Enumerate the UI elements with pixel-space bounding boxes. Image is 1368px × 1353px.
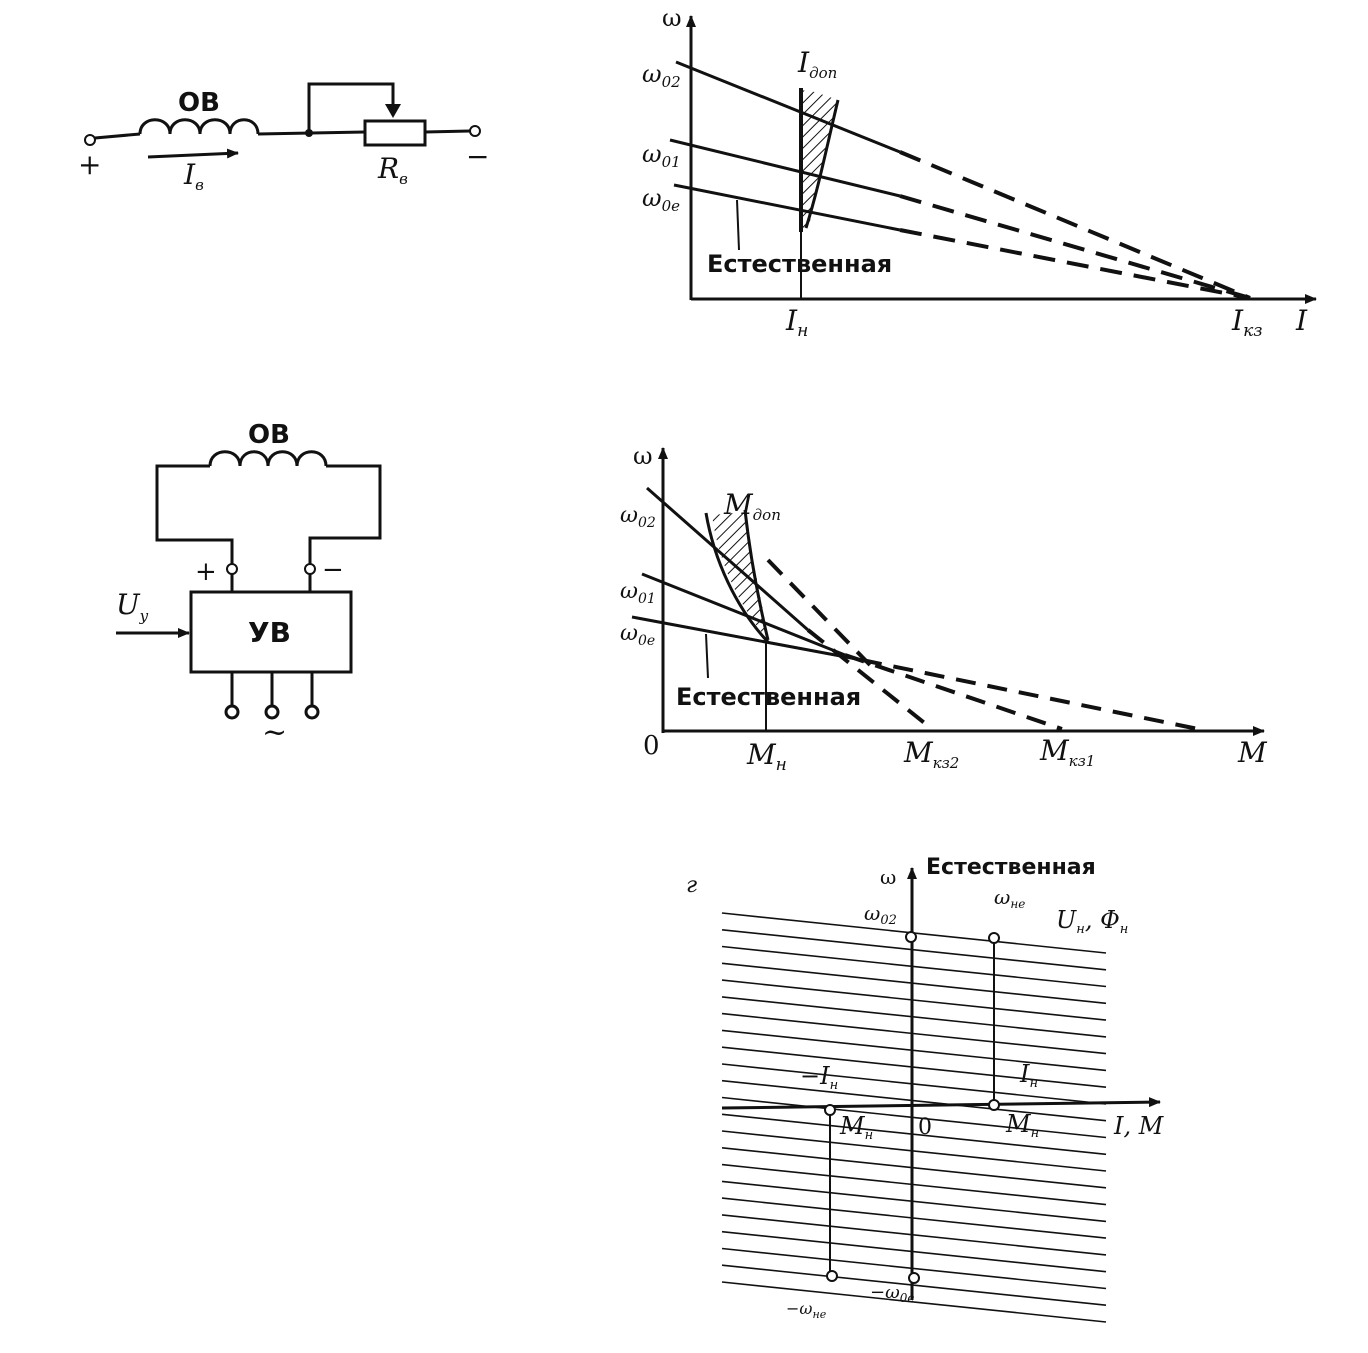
i-dop-label: $I_{доп}$ xyxy=(798,46,838,82)
control-voltage-label: $U_у$ xyxy=(116,588,149,625)
omega-01-label: $\omega_{01}$ xyxy=(620,579,656,607)
point-neg-omega-ne xyxy=(827,1271,837,1281)
omega-02-label: $\omega_{02}$ xyxy=(620,503,656,531)
characteristic-02-dashed xyxy=(900,152,1250,298)
omega-02-label: $\omega_{02}$ xyxy=(864,901,897,928)
coil-label-ov: ОВ xyxy=(178,88,220,118)
omega-01-label: $\omega_{01}$ xyxy=(642,140,681,171)
natural-leader xyxy=(737,200,739,250)
i-kz-label: $I_{кз}$ xyxy=(1232,304,1263,341)
characteristic-line xyxy=(722,1198,1106,1238)
ac-terminal-1 xyxy=(226,706,238,718)
characteristic-02-solid xyxy=(676,62,900,152)
characteristic-line xyxy=(722,963,1106,1003)
point-omega-ne xyxy=(989,933,999,943)
natural-leader xyxy=(706,634,708,678)
terminal-minus xyxy=(305,564,315,574)
omega-ne-label: $\omega_{не}$ xyxy=(994,885,1026,911)
m-dop-label: $M_{доп}$ xyxy=(724,488,781,524)
neg-omega-ne-label: $-\omega_{не}$ xyxy=(786,1299,827,1321)
natural-characteristic-dashed xyxy=(900,230,1250,298)
natural-label: Естественная xyxy=(926,855,1096,880)
natural-label: Естественная xyxy=(676,683,862,711)
i-n-pos-label: $I_н$ xyxy=(1020,1060,1039,1091)
u-phi-label: $U_н$, $\Phi_н$ xyxy=(1056,906,1129,937)
characteristic-line xyxy=(722,1047,1106,1087)
characteristic-01-solid xyxy=(670,140,900,196)
characteristic-line xyxy=(722,980,1106,1020)
omega-0e-label: $\omega_{0е}$ xyxy=(642,184,680,215)
panel-letter: г xyxy=(686,873,698,898)
characteristic-line xyxy=(722,1081,1106,1121)
point-m-n-neg xyxy=(825,1105,835,1115)
point-omega-02 xyxy=(906,932,916,942)
y-axis-label: ω xyxy=(662,4,682,32)
block-label: УВ xyxy=(248,616,291,649)
omega-02-label: $\omega_{02}$ xyxy=(642,60,681,91)
coil-label-ov: ОВ xyxy=(248,420,290,450)
graph-c xyxy=(686,855,1165,1322)
x-axis-label: I xyxy=(1296,304,1308,337)
graph-b xyxy=(620,442,1268,775)
characteristic-line xyxy=(722,997,1106,1037)
i-n-neg-label: $-I_н$ xyxy=(800,1062,839,1093)
allowable-current-region xyxy=(801,90,838,230)
m-n-pos-label: $M_н$ xyxy=(1006,1110,1040,1141)
characteristic-line xyxy=(722,1131,1106,1171)
characteristic-line xyxy=(722,1148,1106,1188)
natural-characteristic-solid xyxy=(674,185,900,230)
origin-label: 0 xyxy=(643,731,660,761)
x-axis-label: I, M xyxy=(1114,1112,1164,1140)
circuit-b xyxy=(116,420,380,750)
allowable-torque-region xyxy=(712,512,768,640)
characteristic-line xyxy=(722,1064,1106,1104)
i-n-label: $I_н$ xyxy=(786,304,809,341)
ac-symbol: ~ xyxy=(262,715,288,750)
omega-0e-label: $\omega_{0е}$ xyxy=(620,621,656,649)
characteristic-01-dashed xyxy=(845,655,1062,729)
rheostat-slider-arrow xyxy=(385,104,401,118)
terminal-plus xyxy=(227,564,237,574)
terminal-right xyxy=(470,126,480,136)
characteristic-01-dashed xyxy=(900,196,1250,298)
ac-terminal-3 xyxy=(306,706,318,718)
characteristic-line xyxy=(722,1030,1106,1070)
natural-characteristic-solid xyxy=(632,617,862,660)
characteristic-line xyxy=(722,1014,1106,1054)
natural-label: Естественная xyxy=(707,250,893,278)
plus-sign: + xyxy=(78,148,102,181)
point-neg-omega-0e xyxy=(909,1273,919,1283)
point-m-n-pos xyxy=(989,1100,999,1110)
minus-sign: − xyxy=(322,555,344,585)
plus-sign: + xyxy=(195,557,217,587)
x-axis-label: M xyxy=(1238,736,1267,769)
characteristic-line xyxy=(722,947,1106,987)
current-label: $I_в$ xyxy=(184,158,204,194)
neg-omega-0e-label: $-\omega_{0е}$ xyxy=(870,1282,915,1305)
m-kz1-label: $M_{кз1}$ xyxy=(1040,734,1096,770)
characteristic-family xyxy=(722,913,1106,1322)
circuit-a xyxy=(78,84,489,194)
m-kz2-label: $M_{кз2}$ xyxy=(904,736,960,772)
current-arrow xyxy=(148,153,238,157)
dop-dashed-continuation xyxy=(768,560,870,665)
m-n-neg-label: $M_н$ xyxy=(840,1112,874,1143)
characteristic-line xyxy=(722,1215,1106,1255)
characteristic-line xyxy=(722,1181,1106,1221)
y-axis-label: ω xyxy=(633,442,653,470)
field-rheostat xyxy=(365,121,425,145)
y-axis-label: ω xyxy=(880,865,897,889)
terminal-left xyxy=(85,135,95,145)
resistor-label: $R_в$ xyxy=(378,152,408,188)
characteristic-line xyxy=(722,1114,1106,1154)
field-winding-coil xyxy=(140,120,258,134)
minus-sign: − xyxy=(466,140,490,173)
m-n-label: $M_н$ xyxy=(747,738,787,775)
characteristic-line xyxy=(722,1165,1106,1205)
origin-label: 0 xyxy=(918,1115,932,1140)
characteristic-line xyxy=(722,1232,1106,1272)
graph-a xyxy=(642,4,1316,341)
field-winding-coil xyxy=(210,452,326,466)
